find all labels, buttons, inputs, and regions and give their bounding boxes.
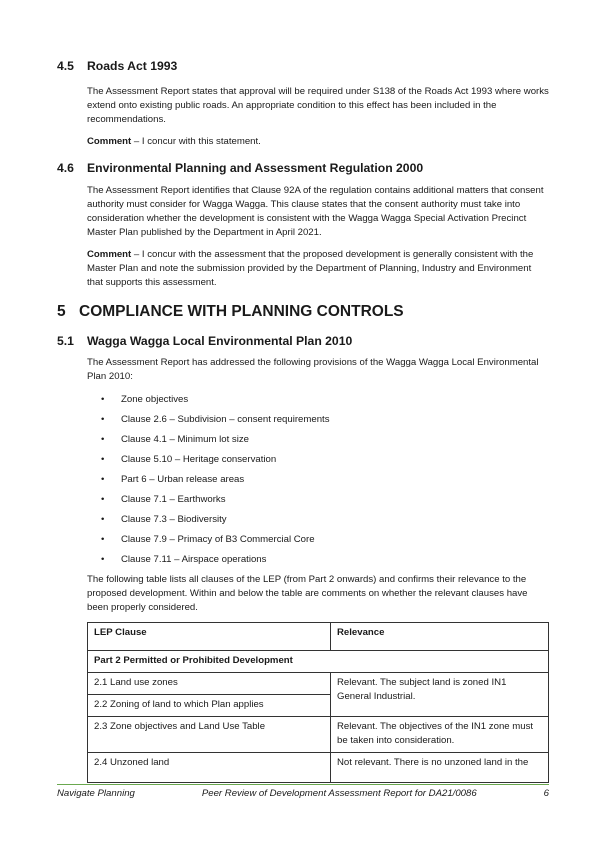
bullet-icon: • [101, 413, 105, 425]
table-header-row [88, 623, 549, 651]
paragraph: The Assessment Report has addressed the following provisions of the Wagga Wagga Local Environmental Plan 2010: [87, 357, 539, 383]
list-item-text: Clause 7.9 – Primacy of B3 Commercial Core [121, 533, 315, 545]
comment-paragraph [87, 135, 549, 149]
heading-title: COMPLIANCE WITH PLANNING CONTROLS [79, 303, 404, 321]
list-item-text: Part 6 – Urban release areas [121, 473, 245, 485]
relevance-cell: Not relevant. There is no unzoned land in the [331, 753, 549, 783]
table-row [88, 753, 549, 783]
bullet-icon: • [101, 453, 105, 465]
heading-5 [57, 302, 549, 322]
comment-text: – I concur with this statement. [131, 135, 261, 147]
column-header: LEP Clause [88, 623, 331, 651]
heading-5-1 [57, 333, 549, 349]
bullet-icon: • [101, 433, 105, 445]
heading-title: Wagga Wagga Local Environmental Plan 2010 [87, 334, 353, 349]
footer-rule [57, 784, 549, 785]
heading-number: 5 [57, 303, 66, 321]
relevance-cell: Relevant. The subject land is zoned IN1 General Industrial. [331, 673, 549, 717]
provisions-list [101, 393, 549, 573]
comment-text: – I concur with the assessment that the proposed development is generally consistent with the Master Plan and note the submission provided by the Department of Planning, Industry and Environment that supports this assessment. [87, 248, 534, 289]
clause-cell: 2.3 Zone objectives and Land Use Table [88, 717, 331, 753]
bullet-icon: • [101, 553, 105, 565]
list-item-text: Clause 7.11 – Airspace operations [121, 553, 267, 565]
list-item-text: Clause 5.10 – Heritage conservation [121, 453, 277, 465]
table-group-row [88, 651, 549, 673]
heading-4-6 [57, 160, 549, 176]
relevance-cell: Relevant. The objectives of the IN1 zone must be taken into consideration. [331, 717, 549, 753]
lep-clause-table [87, 622, 549, 783]
bullet-icon: • [101, 393, 105, 405]
footer-left: Navigate Planning [57, 788, 135, 799]
comment-label: Comment [87, 135, 132, 147]
list-item [101, 513, 549, 533]
paragraph: The Assessment Report states that approval will be required under S138 of the Roads Act 1993 where works extend onto existing public roads. An appropriate condition to this effect has been included in the recommendations. [87, 86, 549, 126]
heading-number: 4.6 [57, 160, 74, 175]
page-footer [57, 788, 549, 799]
list-item-text: Clause 7.3 – Biodiversity [121, 513, 227, 525]
group-cell: Part 2 Permitted or Prohibited Development [88, 651, 549, 673]
list-item [101, 553, 549, 573]
list-item [101, 533, 549, 553]
list-item [101, 473, 549, 493]
clause-cell: 2.1 Land use zones [88, 673, 331, 695]
heading-title: Roads Act 1993 [87, 59, 178, 73]
comment-label: Comment [87, 248, 132, 260]
footer-center: Peer Review of Development Assessment Report for DA21/0086 [201, 788, 477, 799]
clause-cell: 2.2 Zoning of land to which Plan applies [88, 695, 331, 717]
comment-paragraph [87, 248, 549, 291]
page-content [57, 58, 549, 783]
heading-4-5 [57, 58, 549, 74]
list-item-text: Zone objectives [121, 393, 189, 405]
list-item [101, 413, 549, 433]
bullet-icon: • [101, 493, 105, 505]
list-item-text: Clause 7.1 – Earthworks [121, 493, 226, 505]
bullet-icon: • [101, 513, 105, 525]
bullet-icon: • [101, 533, 105, 545]
heading-number: 4.5 [57, 59, 74, 73]
paragraph: The following table lists all clauses of the LEP (from Part 2 onwards) and confirms their relevance to the proposed development. Within and below the table are comments on whether the relevant clauses have been properly considered. [87, 573, 528, 614]
list-item-text: Clause 4.1 – Minimum lot size [121, 433, 249, 445]
list-item [101, 453, 549, 473]
list-item-text: Clause 2.6 – Subdivision – consent requirements [121, 413, 330, 425]
list-item [101, 433, 549, 453]
clause-cell: 2.4 Unzoned land [88, 753, 331, 783]
page-number: 6 [543, 788, 549, 799]
paragraph: The Assessment Report identifies that Clause 92A of the regulation contains additional matters that consent authority must consider for Wagga Wagga. This clause states that the consent authority must take into consideration whether the development is consistent with the Wagga Wagga Special Activation Precinct Master Plan published by the Department in April 2021. [87, 184, 544, 239]
heading-number: 5.1 [57, 334, 74, 349]
table-row [88, 673, 549, 695]
table-row [88, 717, 549, 753]
heading-title: Environmental Planning and Assessment Regulation 2000 [87, 160, 424, 175]
list-item [101, 493, 549, 513]
column-header: Relevance [331, 623, 549, 651]
bullet-icon: • [101, 473, 105, 485]
list-item [101, 393, 549, 413]
